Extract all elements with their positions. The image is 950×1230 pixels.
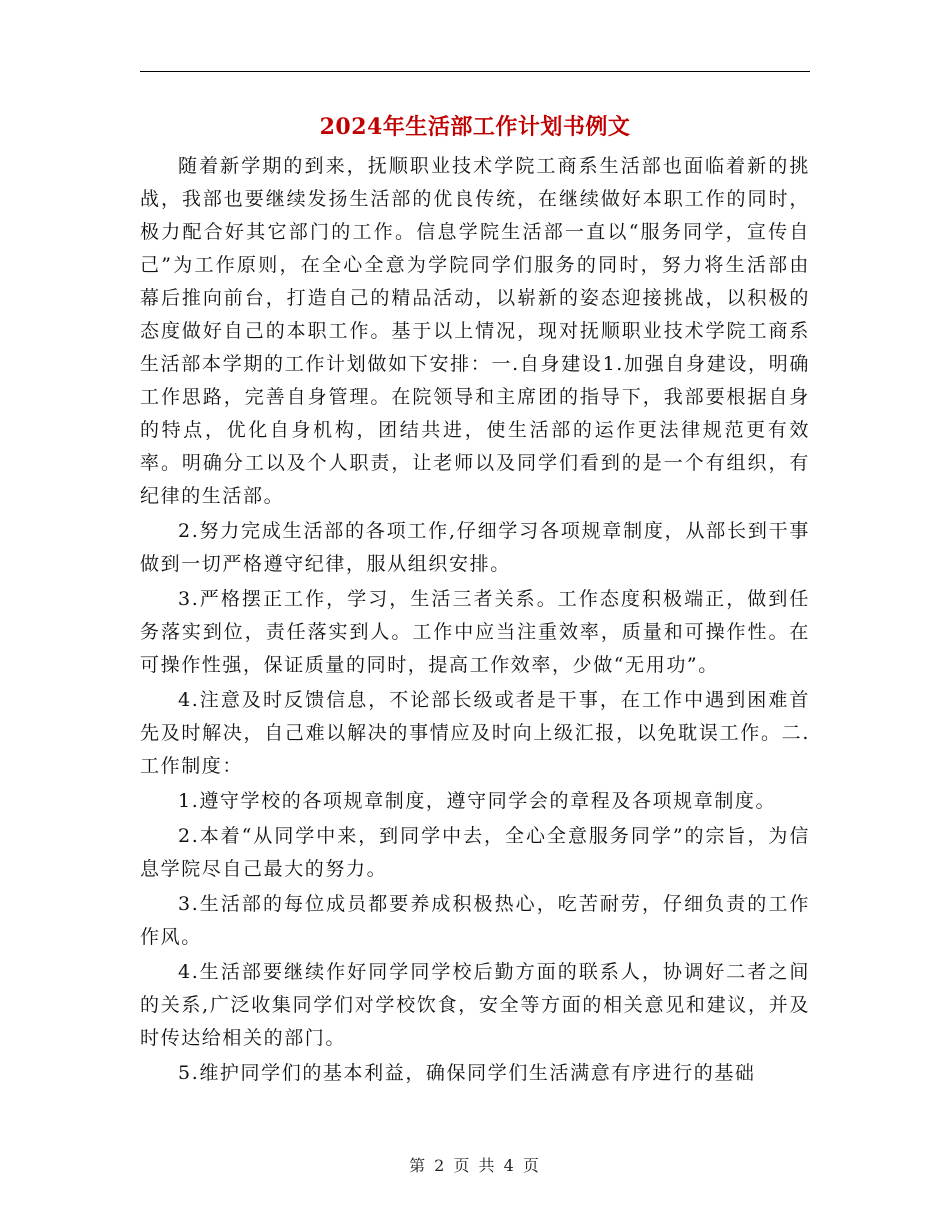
document-title: 2024年生活部工作计划书例文 xyxy=(319,114,631,140)
paragraph-item: 2.努力完成生活部的各项工作,仔细学习各项规章制度，从部长到干事做到一切严格遵守纪律，服从组织安排。 xyxy=(140,520,810,575)
page-number: 第 2 页 共 4 页 xyxy=(409,1156,541,1175)
paragraph-item: 4.注意及时反馈信息，不论部长级或者是干事，在工作中遇到困难首先及时解决，自己难以解决的事情应及时向上级汇报，以免耽误工作。二.工作制度： xyxy=(140,689,810,777)
paragraph-item: 1.遵守学校的各项规章制度，遵守同学会的章程及各项规章制度。 xyxy=(178,790,777,812)
paragraph-item: 2.本着“从同学中来，到同学中去，全心全意服务同学”的宗旨，为信息学院尽自己最大的努力。 xyxy=(140,825,810,880)
paragraph-intro: 随着新学期的到来，抚顺职业技术学院工商系生活部也面临着新的挑战，我部也要继续发扬生活部的优良传统，在继续做好本职工作的同时，极力配合好其它部门的工作。信息学院生活部一直以“服务同学，宣传自己”为工作原则，在全心全意为学院同学们服务的同时，努力将生活部由幕后推向前台，打造自己的精品活动，以崭新的姿态迎接挑战，以积极的态度做好自己的本职工作。基于以上情况，现对抚顺职业技术学院工商系生活部本学期的工作计划做如下安排：一.自身建设1.加强自身建设，明确工作思路，完善自身管理。在院领导和主席团的指导下，我部要根据自身的特点，优化自身机构，团结共进，使生活部的运作更法律规范更有效率。明确分工以及个人职责，让老师以及同学们看到的是一个有组织，有纪律的生活部。 xyxy=(140,155,810,507)
paragraph-item: 5.维护同学们的基本利益，确保同学们生活满意有序进行的基础 xyxy=(178,1062,756,1084)
paragraph-item: 3.严格摆正工作，学习，生活三者关系。工作态度积极端正，做到任务落实到位，责任落实到人。工作中应当注重效率，质量和可操作性。在可操作性强，保证质量的同时，提高工作效率，少做“无用功”。 xyxy=(140,588,810,676)
paragraph-item: 4.生活部要继续作好同学同学校后勤方面的联系人，协调好二者之间的关系,广泛收集同学们对学校饮食，安全等方面的相关意见和建议，并及时传达给相关的部门。 xyxy=(140,961,810,1049)
header-rule xyxy=(140,71,810,72)
document-body xyxy=(140,150,810,1092)
paragraph-item: 3.生活部的每位成员都要养成积极热心，吃苦耐劳，仔细负责的工作作风。 xyxy=(140,893,810,948)
